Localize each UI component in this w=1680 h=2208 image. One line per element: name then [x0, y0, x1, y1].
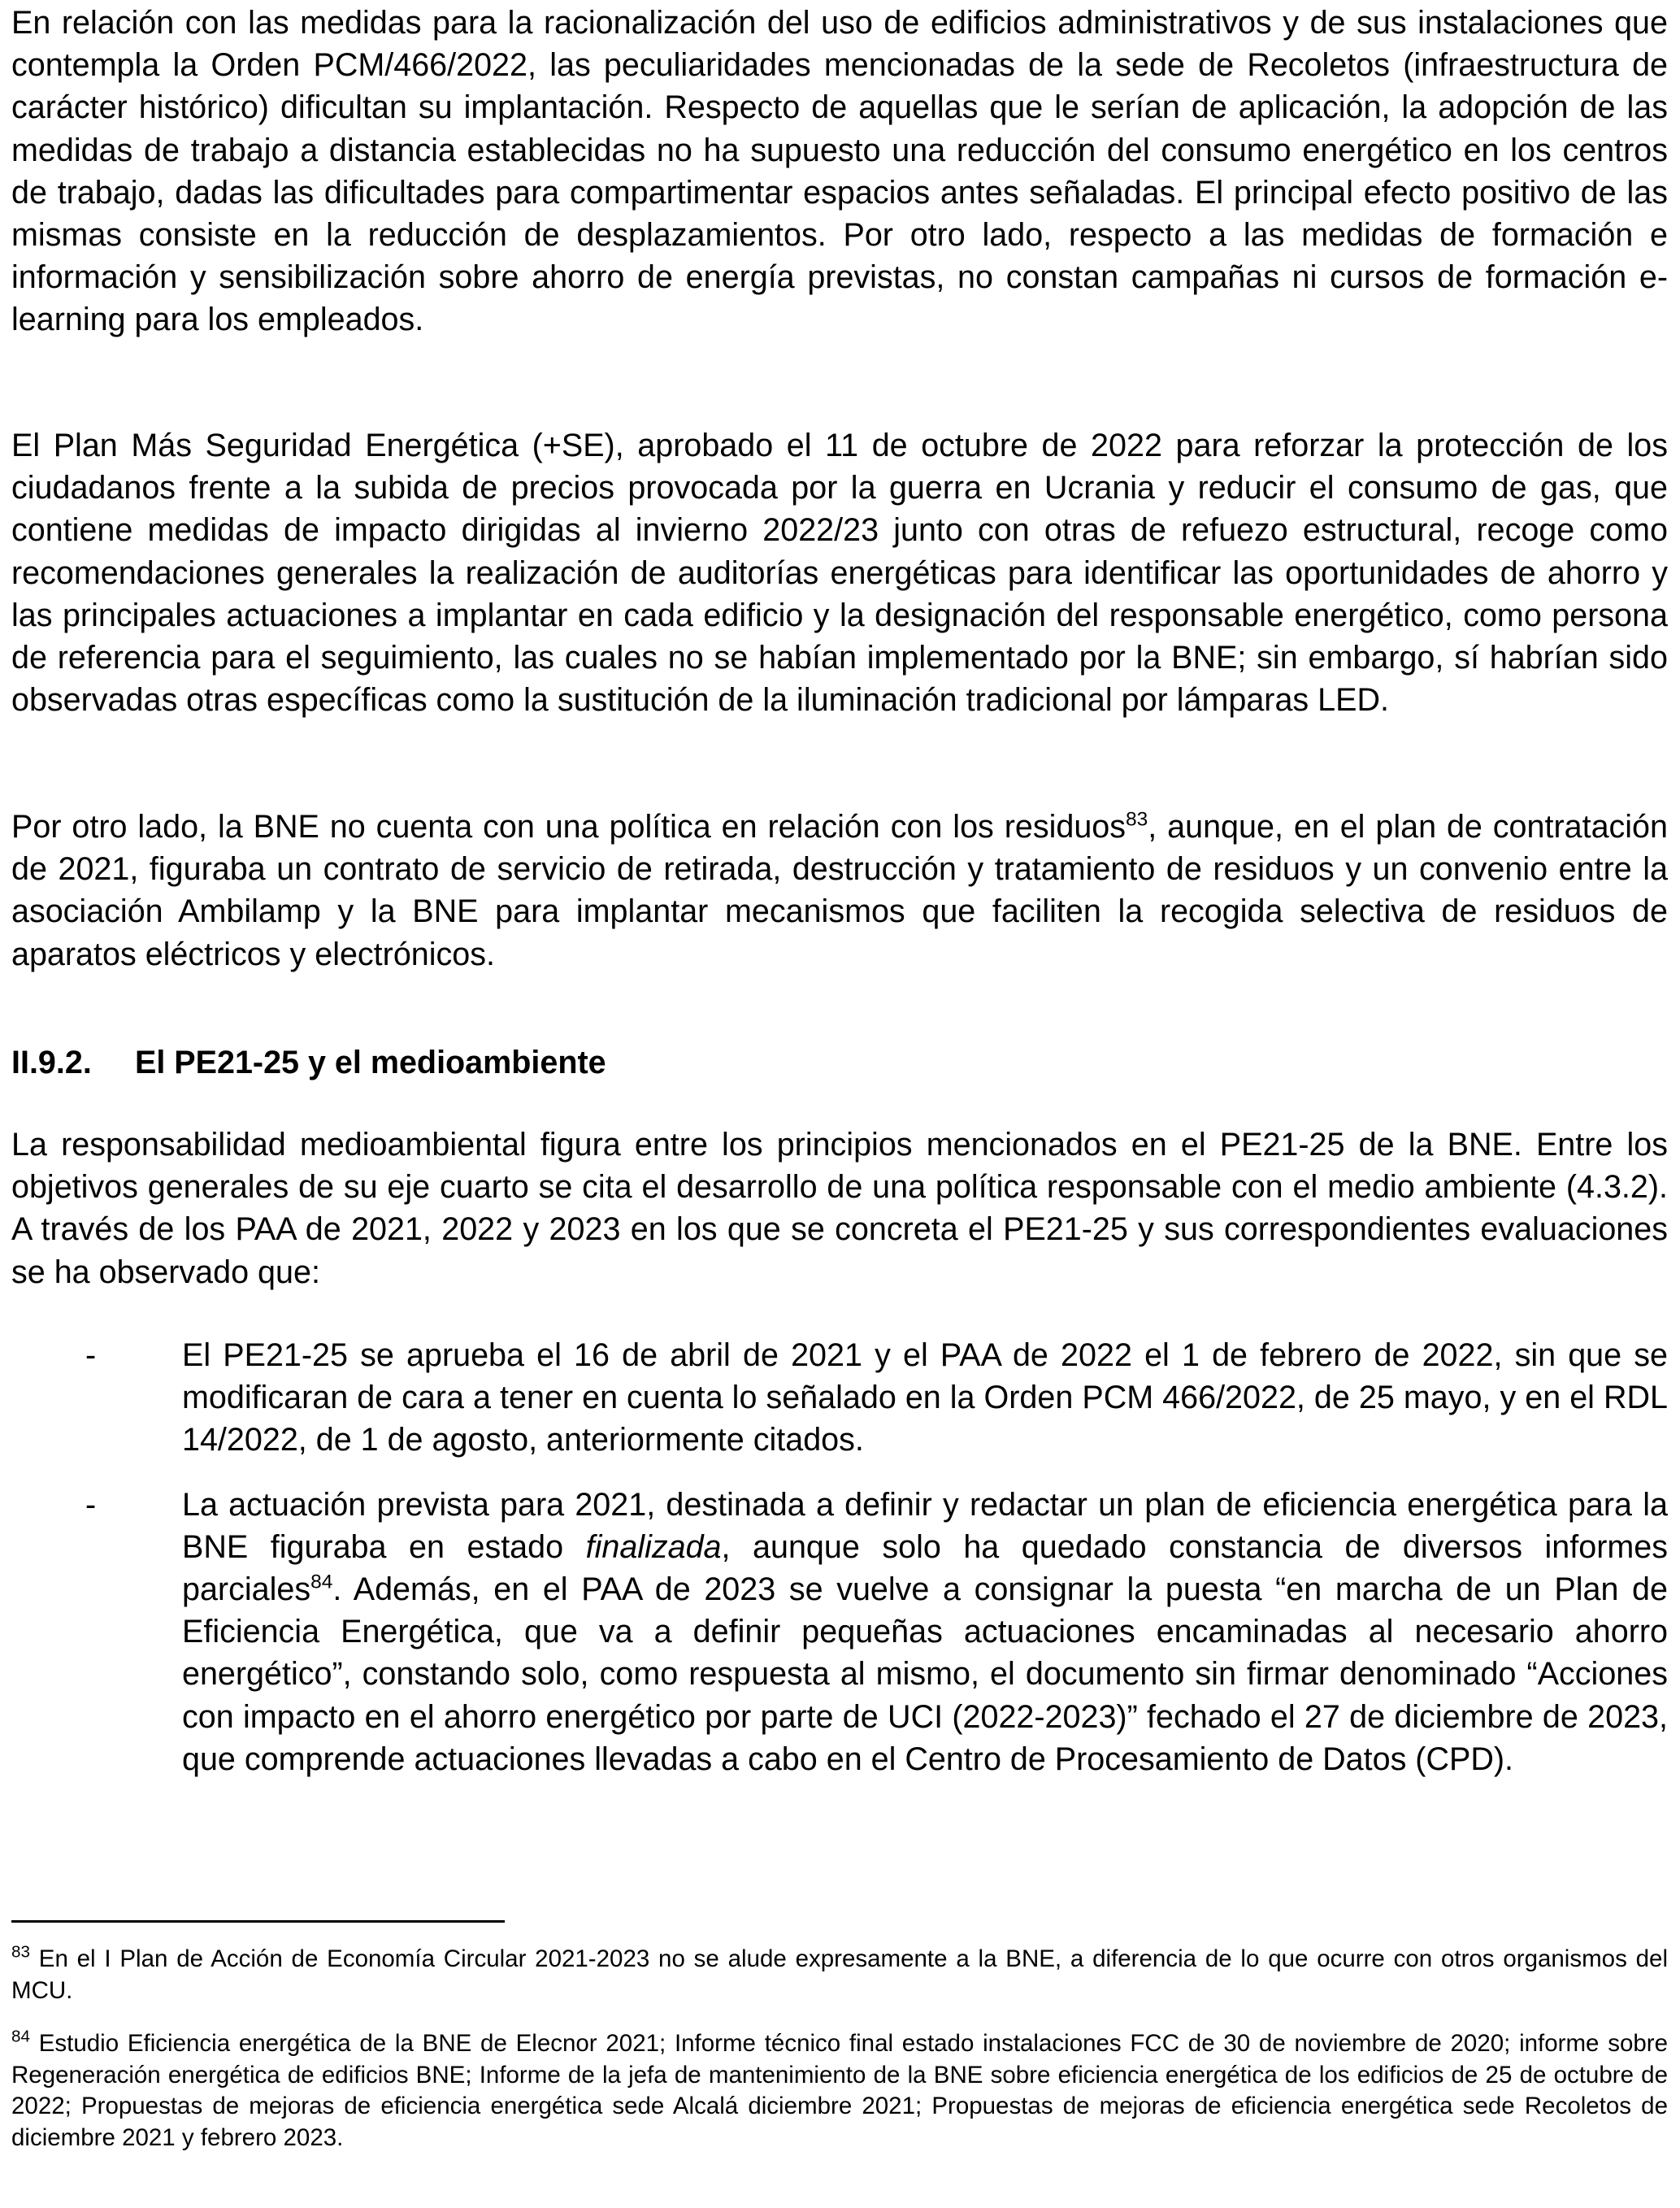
footnote-reference-84[interactable]: 84 [310, 1571, 333, 1593]
footnote-text: En el I Plan de Acción de Economía Circular 2021-2023 no se alude expresamente a la BNE, a diferencia de lo que ocurre con otros organismos del MCU. [11, 1945, 1668, 2004]
paragraph-residuos-text-a: Por otro lado, la BNE no cuenta con una política en relación con los residuos [11, 809, 1127, 845]
bullet-dash-marker: - [85, 1337, 97, 1373]
paragraph-responsabilidad-medioambiental: La responsabilidad medioambiental figura entre los principios mencionados en el PE21-25 de la BNE. Entre los objetivos generales de su eje cuarto se cita el desarrollo de una política responsable con el medio ambiente (4.3.2). A través de los PAA de 2021, 2022 y 2023 en los que se concreta el PE21-25 y sus correspondientes evaluaciones se ha observado que: [11, 1127, 1668, 1290]
footnote-number: 84 [11, 2027, 30, 2046]
footnote-separator [11, 1920, 505, 1923]
bullet-text [182, 1484, 1668, 1780]
footnotes [11, 1944, 1668, 2176]
bullet-dash-marker: - [85, 1486, 97, 1523]
bullet-text-b: , aunque solo ha quedado constancia de diversos informes parciales [182, 1528, 1668, 1608]
bullet-list [11, 1334, 1668, 1802]
section-heading [11, 1041, 1668, 1084]
footnote-83 [11, 1944, 1668, 2006]
section-title: El PE21-25 y el medioambiente [135, 1045, 606, 1080]
paragraph-plan-seguridad-energetica: El Plan Más Seguridad Energética (+SE), aprobado el 11 de octubre de 2022 para reforzar la protección de los ciudadanos frente a la subida de precios provocada por la guerra en Ucrania y reducir el consumo de gas, que contiene medidas de impacto dirigidas al invierno 2022/23 junto con otras de refuezo estructural, recoge como recomendaciones generales la realización de auditorías energéticas para identificar las oportunidades de ahorro y las principales actuaciones a implantar en cada edificio y la designación del responsable energético, como persona de referencia para el seguimiento, las cuales no se habían implementado por la BNE; sin embargo, sí habrían sido observadas otras específicas como la sustitución de la iluminación tradicional por lámparas LED. [11, 428, 1668, 719]
section-number: II.9.2. [11, 1045, 92, 1080]
bullet-text: El PE21-25 se aprueba el 16 de abril de 2021 y el PAA de 2022 el 1 de febrero de 2022, sin que se modificaran de cara a tener en cuenta lo señalado en la Orden PCM 466/2022, de 25 mayo, y en el RDL 14/2022, de 1 de agosto, anteriormente citados. [182, 1337, 1668, 1458]
paragraph-racionalizacion-edificios: En relación con las medidas para la racionalización del uso de edificios administrativos y de sus instalaciones que contempla la Orden PCM/466/2022, las peculiaridades mencionadas de la sede de Recoletos (infraestructura de carácter histórico) dificultan su implantación. Respecto de aquellas que le serían de aplicación, la adopción de las medidas de trabajo a distancia establecidas no ha supuesto una reducción del consumo energético en los centros de trabajo, dadas las dificultades para compartimentar espacios antes señaladas. El principal efecto positivo de las mismas consiste en la reducción de desplazamientos. Por otro lado, respecto a las medidas de formación e información y sensibilización sobre ahorro de energía previstas, no constan campañas ni cursos de formación e-learning para los empleados. [11, 5, 1668, 338]
bullet-text-c: . Además, en el PAA de 2023 se vuelve a consignar la puesta “en marcha de un Plan de Eficiencia Energética, que va a definir pequeñas actuaciones encaminadas al necesario ahorro energético”, constando solo, como respuesta al mismo, el documento sin firmar denominado “Acciones con impacto en el ahorro energético por parte de UCI (2022-2023)” fechado el 27 de diciembre de 2023, que comprende actuaciones llevadas a cabo en el Centro de Procesamiento de Datos (CPD). [182, 1571, 1668, 1777]
bullet-text-a: La actuación prevista para 2021, destinada a definir y redactar un plan de eficiencia energética para la BNE figuraba en estado [182, 1486, 1668, 1565]
footnote-reference-83[interactable]: 83 [1126, 808, 1148, 831]
footnote-84 [11, 2028, 1668, 2154]
paragraph-residuos-text-b: , aunque, en el plan de contratación de 2021, figuraba un contrato de servicio de retirada, destrucción y tratamiento de residuos y un convenio entre la asociación Ambilamp y la BNE para implantar mecanismos que faciliten la recogida selectiva de residuos de aparatos eléctricos y electrónicos. [11, 809, 1668, 972]
footnote-number: 83 [11, 1942, 30, 1962]
bullet-item [11, 1334, 1668, 1462]
bullet-text-italic: finalizada [585, 1528, 722, 1565]
paragraph-residuos [11, 806, 1668, 976]
bullet-item [11, 1484, 1668, 1780]
footnote-text: Estudio Eficiencia energética de la BNE de Elecnor 2021; Informe técnico final estado instalaciones FCC de 30 de noviembre de 2020; informe sobre Regeneración energética de edificios BNE; Informe de la jefa de mantenimiento de la BNE sobre eficiencia energética de los edificios de 25 de octubre de 2022; Propuestas de mejoras de eficiencia energética sede Alcalá diciembre 2021; Propuestas de mejoras de eficiencia energética sede Recoletos de diciembre 2021 y febrero 2023. [11, 2030, 1668, 2151]
